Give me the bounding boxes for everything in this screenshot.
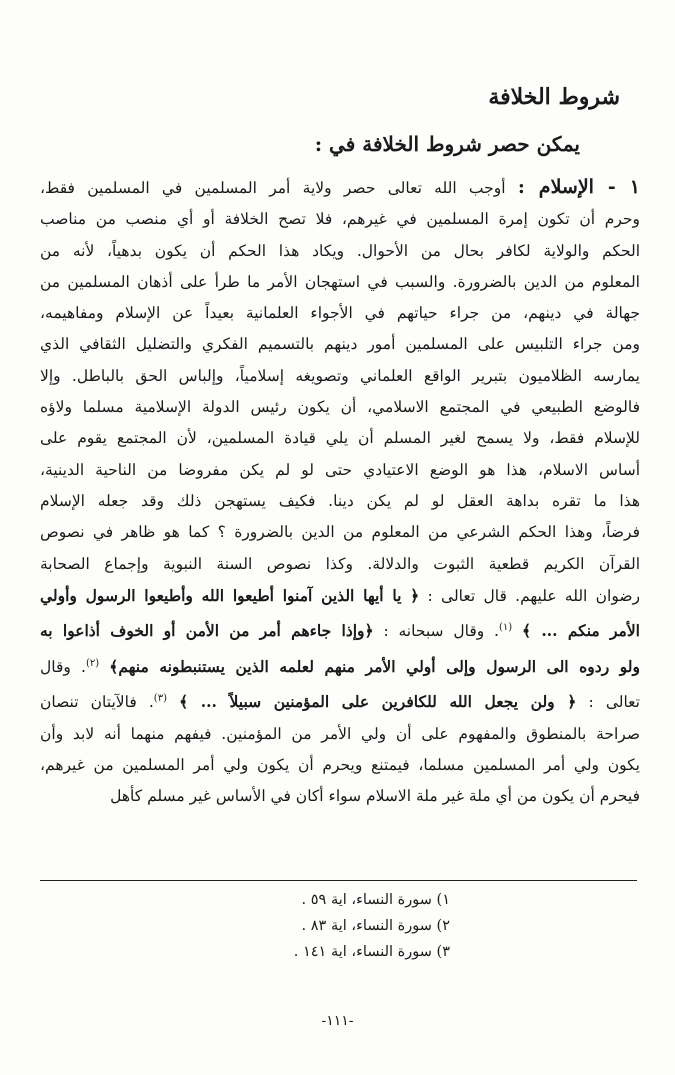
text-line: يكون ولي أمر المسلمين مسلما، فيمتنع ويحرم أن يكون ولي أمر المسلمين من غيرهم،	[40, 755, 640, 774]
footnote: ١) سورة النساء، اية ٥٩ .	[301, 892, 450, 908]
quran-quote-2: ﴿وإذا جاءهم أمر من الأمن أو الخوف أذاعوا به	[40, 621, 374, 641]
text-line: فالوضع الطبيعي في المجتمع الاسلامي، أن يكون رئيس الدولة الإسلامية مسلما ولاؤه	[40, 398, 640, 417]
text-line: رضوان الله عليهم. قال تعالى : ﴿ يا أيها الذين آمنوا أطيعوا الله وأطيعوا الرسول وأولي	[40, 585, 640, 605]
text-line: جهالة في دينهم، من جراء حياتهم في الأجواء العلمانية بعيداً عن الإسلام ومفاهيمه،	[40, 304, 640, 323]
text-line: ومن جراء التلبيس على المسلمين أمور دينهم بالتسميم الفكري والتضليل الثقافي الذي	[40, 335, 640, 354]
section-title: شروط الخلافة	[488, 84, 620, 110]
text-line: ١ - الإسلام : أوجب الله تعالى حصر ولاية أمر المسلمين في المسلمين فقط،	[40, 176, 640, 198]
quran-quote-2-end: ولو ردوه الى الرسول وإلى أولي الأمر منهم لعلمه الذين يستنبطونه منهم﴾	[109, 656, 640, 676]
quran-quote-1-end: الأمر منكم ... ﴾	[521, 621, 640, 641]
footnote-ref-2: (٢)	[85, 657, 100, 669]
text-line: القرآن الكريم قطعية الثبوت والدلالة. وكذا نصوص السنة النبوية وإجماع الصحابة	[40, 554, 640, 573]
text-line: ولو ردوه الى الرسول وإلى أولي الأمر منهم لعلمه الذين يستنبطونه منهم﴾ $^{(٢)}$. وقال	[40, 656, 640, 676]
text-line: صراحة بالمنطوق والمفهوم على أن ولي الأمر من المؤمنين. فيفهم منهما أنه لابد وأن	[40, 724, 640, 743]
text-line: أساس الاسلام، هذا هو الوضع الاعتيادي حتى لو لم يكن مفروضا من الناحية الدينية،	[40, 460, 640, 479]
text-line: الحكم والولاية لكافر بحال من الأحوال. ويكاد هذا الحكم أن يكون بدهياً، لأنه من	[40, 241, 640, 260]
lead-label: ١ - الإسلام :	[517, 176, 640, 198]
footnote: ٣) سورة النساء، اية ١٤١ .	[293, 944, 450, 960]
text-line: يمارسه الظلاميون بتبرير الواقع العلماني وتصويغه إسلامياً، وإلباس الحق بالباطل. وإلا	[40, 366, 640, 385]
quran-quote-1: ﴿ يا أيها الذين آمنوا أطيعوا الله وأطيعوا الرسول وأولي	[40, 585, 420, 605]
footnotes-list	[294, 887, 450, 965]
text-line: تعالى : ﴿ ولن يجعل الله للكافرين على المؤمنين سبيلاً ... ﴾ $^{(٣)}$. فالآيتان تنصان	[40, 692, 640, 712]
footnote-ref-1: (١)	[498, 622, 513, 634]
text-line: المعلوم من الدين بالضرورة. والسبب في استهجان الأمر ما طرأ على أذهان المسلمين من	[40, 272, 640, 291]
text-line: هذا ما تقره بداهة العقل لو لم يكن دينا. فكيف يستهجن ذلك وقد جعله الإسلام	[40, 491, 640, 510]
text-line: فرضاً، وهذا الحكم الشرعي من المعلوم من الدين بالضرورة ؟ كما هو ظاهر في نصوص	[40, 523, 640, 542]
quran-quote-3: ﴿ ولن يجعل الله للكافرين على المؤمنين سبيلاً ... ﴾	[179, 692, 577, 712]
footnote-divider	[40, 880, 637, 881]
footnote-ref-3: (٣)	[153, 693, 167, 705]
text-line: وحرم أن تكون إمرة المسلمين في غيرهم، فلا تصح الخلافة أو أي منصب من مناصب	[40, 210, 640, 229]
footnote: ٢) سورة النساء، اية ٨٣ .	[301, 918, 450, 934]
text-line: الأمر منكم ... ﴾ $^{(١)}$. وقال سبحانه : ﴿وإذا جاءهم أمر من الأمن أو الخوف أذاعوا به	[40, 621, 640, 641]
page-number: -١١١-	[321, 1013, 354, 1029]
body-text	[40, 172, 640, 812]
section-subtitle: يمكن حصر شروط الخلافة في :	[314, 132, 580, 156]
text-line: فيحرم أن يكون من أي ملة غير ملة الاسلام سواء أكان في الأساس غير مسلم كأهل	[110, 787, 640, 806]
text-line: للإسلام فقط، ولا يسمح لغير المسلم أن يلي قيادة المسلمين، لأن المجتمع يقوم على	[40, 429, 640, 448]
